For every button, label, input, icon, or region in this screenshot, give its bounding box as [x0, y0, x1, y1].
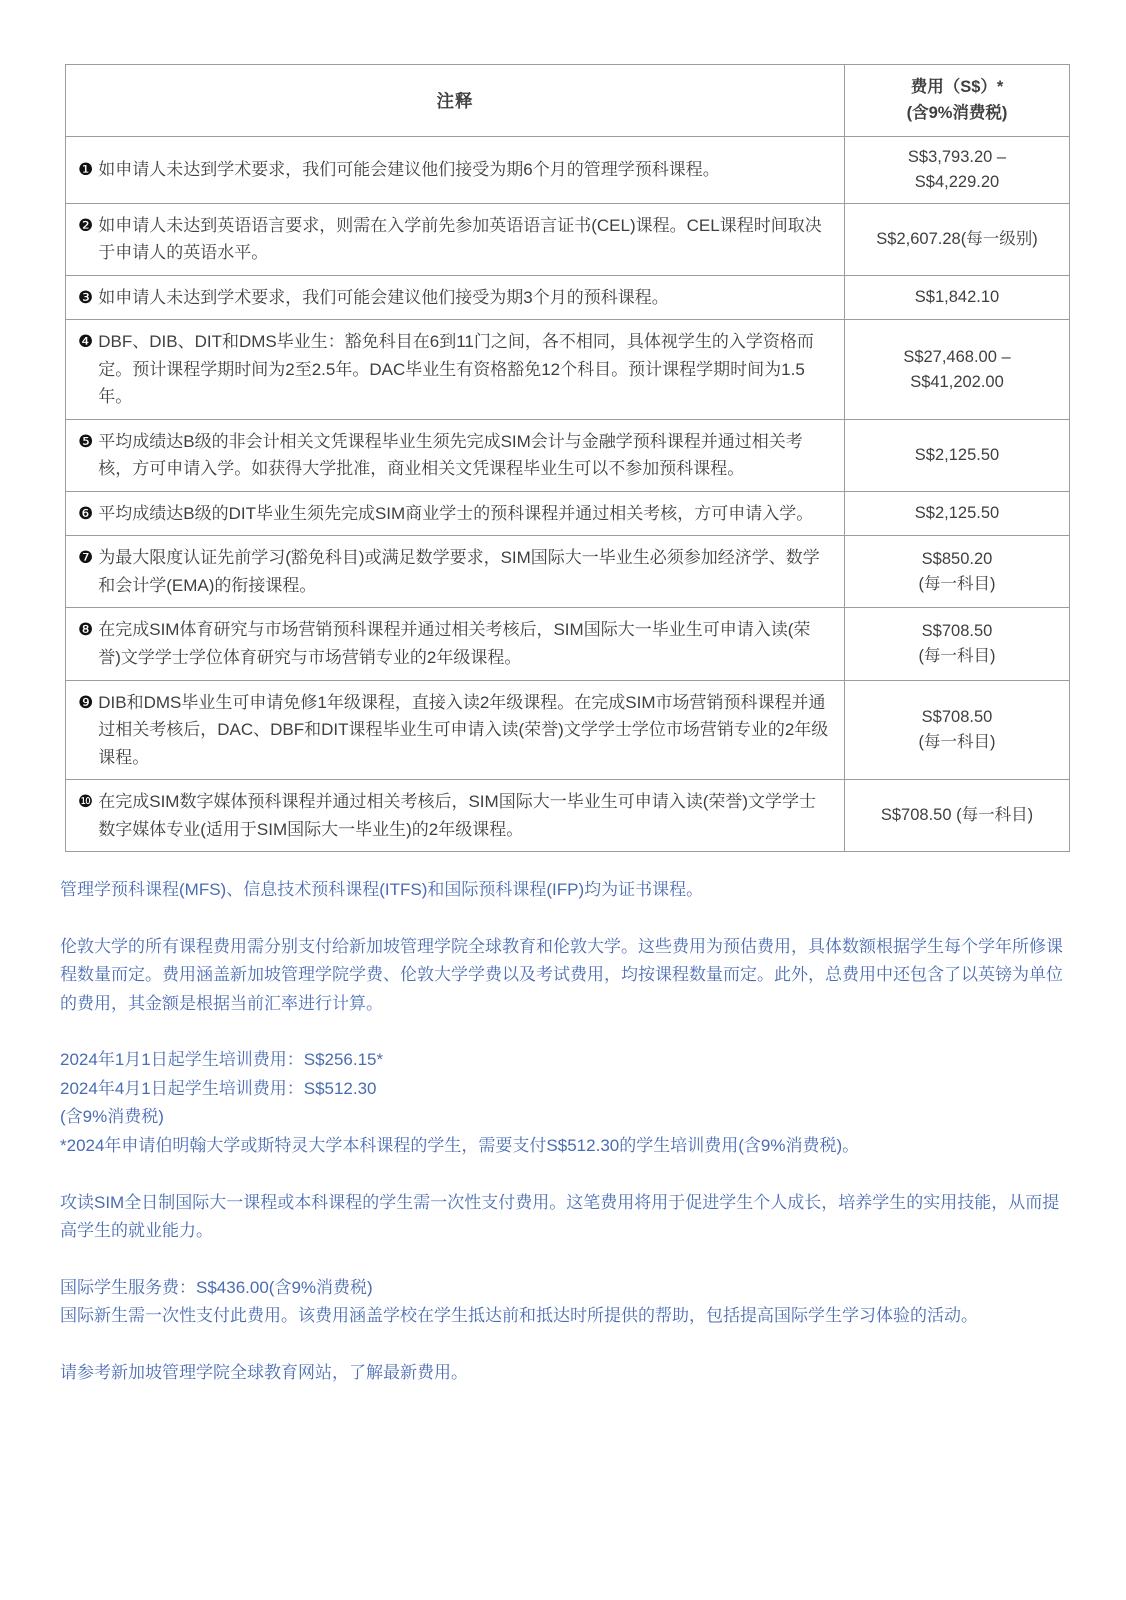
table-row [66, 608, 1070, 680]
para-onetime-fee: 攻读SIM全日制国际大一课程或本科课程的学生需一次性支付费用。这笔费用将用于促进学生个人成长，培养学生的实用技能，从而提高学生的就业能力。 [60, 1192, 1060, 1241]
fee-value [845, 419, 1070, 491]
note-text: DBF、DIB、DIT和DMS毕业生：豁免科目在6到11门之间，各不相同，具体视学生的入学资格而定。预计课程学期时间为2至2.5年。DAC毕业生有资格豁免12个科目。预计课程学期时间为1.5年。 [98, 332, 814, 407]
fee-line: S$2,125.50 [914, 445, 1000, 464]
para-uol-fees: 伦敦大学的所有课程费用需分别支付给新加坡管理学院全球教育和伦敦大学。这些费用为预估费用，具体数额根据学生每个学年所修课程数量而定。费用涵盖新加坡管理学院学费、伦敦大学学费以及考试费用，均按课程数量而定。此外，总费用中还包含了以英镑为单位的费用，其金额是根据当前汇率进行计算。 [60, 936, 1063, 1013]
numbered-bullet-icon: ❼ [78, 548, 94, 568]
footnotes-section [60, 876, 1068, 1387]
fee-value [845, 203, 1070, 275]
fee-value [845, 536, 1070, 608]
note-content [78, 428, 830, 483]
note-text: 在完成SIM数字媒体预科课程并通过相关考核后，SIM国际大一毕业生可申请入读(荣誉)文学学士数字媒体专业(适用于SIM国际大一毕业生)的2年级课程。 [98, 792, 817, 839]
note-text: 平均成绩达B级的DIT毕业生须先完成SIM商业学士的预科课程并通过相关考核，方可申请入学。 [98, 503, 814, 523]
note-cell [66, 419, 845, 491]
fee-header-line2: (含9%消费税) [906, 103, 1008, 122]
note-content [78, 156, 830, 184]
fee-line: S$27,468.00 – [903, 347, 1011, 366]
table-row [66, 275, 1070, 320]
numbered-bullet-icon: ❺ [78, 431, 94, 451]
para-training-fees [60, 1046, 1068, 1160]
fees-table-head [66, 65, 1070, 137]
numbered-bullet-icon: ❽ [78, 620, 94, 640]
fee-value [845, 608, 1070, 680]
note-content [78, 328, 830, 411]
note-cell [66, 491, 845, 536]
intl-service-fee-line: 国际新生需一次性支付此费用。该费用涵盖学校在学生抵达前和抵达时所提供的帮助，包括提高国际学生学习体验的活动。 [60, 1306, 978, 1326]
training-fee-line: (含9%消费税) [60, 1107, 164, 1127]
note-text: 如申请人未达到英语语言要求，则需在入学前先参加英语语言证书(CEL)课程。CEL课程时间取决于申请人的英语水平。 [98, 215, 822, 263]
para-certificate-courses: 管理学预科课程(MFS)、信息技术预科课程(ITFS)和国际预科课程(IFP)均为证书课程。 [60, 880, 704, 900]
notes-column-header: 注释 [66, 65, 845, 137]
intl-service-fee-line: 国际学生服务费：S$436.00(含9%消费税) [60, 1277, 373, 1297]
note-text: DIB和DMS毕业生可申请免修1年级课程，直接入读2年级课程。在完成SIM市场营销预科课程并通过相关考核后，DAC、DBF和DIT课程毕业生可申请入读(荣誉)文学学士学位市场营销专业的2年级课程。 [98, 692, 829, 767]
note-text: 如申请人未达到学术要求，我们可能会建议他们接受为期6个月的管理学预科课程。 [98, 160, 720, 180]
fee-line: (每一科目) [918, 647, 996, 665]
note-cell [66, 275, 845, 320]
note-cell [66, 608, 845, 680]
fees-table [65, 64, 1070, 852]
note-content [78, 616, 830, 671]
note-content [78, 788, 830, 843]
table-row [66, 536, 1070, 608]
note-cell [66, 536, 845, 608]
training-fee-line: *2024年申请伯明翰大学或斯特灵大学本科课程的学生，需要支付S$512.30的学生培训费用(含9%消费税)。 [60, 1136, 860, 1156]
fee-column-header [845, 65, 1070, 137]
note-text: 在完成SIM体育研究与市场营销预科课程并通过相关考核后，SIM国际大一毕业生可申请入读(荣誉)文学学士学位体育研究与市场营销专业的2年级课程。 [98, 620, 811, 667]
fee-line: S$2,125.50 [914, 504, 1000, 523]
header-row [66, 65, 1070, 137]
numbered-bullet-icon: ❿ [78, 792, 94, 812]
numbered-bullet-icon: ❷ [78, 215, 94, 235]
note-content [78, 212, 830, 267]
fee-line: S$41,202.00 [910, 372, 1004, 391]
note-text: 如申请人未达到学术要求，我们可能会建议他们接受为期3个月的预科课程。 [98, 287, 669, 307]
note-cell [66, 680, 845, 780]
note-content [78, 689, 830, 772]
fee-line: S$708.50 [921, 708, 993, 727]
fee-line: S$2,607.28(每一级别) [876, 229, 1038, 248]
note-cell [66, 320, 845, 420]
para-website-reference: 请参考新加坡管理学院全球教育网站，了解最新费用。 [60, 1362, 468, 1382]
fee-value [845, 491, 1070, 536]
note-content [78, 284, 830, 312]
fee-line: S$4,229.20 [914, 172, 1000, 191]
table-row [66, 680, 1070, 780]
note-cell [66, 780, 845, 852]
note-cell [66, 137, 845, 204]
note-content [78, 500, 830, 528]
table-row [66, 780, 1070, 852]
para-intl-service-fee [60, 1274, 1068, 1331]
numbered-bullet-icon: ❻ [78, 503, 94, 523]
numbered-bullet-icon: ❹ [78, 332, 94, 352]
fee-value [845, 780, 1070, 852]
fees-table-body [66, 137, 1070, 852]
training-fee-line: 2024年1月1日起学生培训费用：S$256.15* [60, 1050, 384, 1070]
fee-line: S$3,793.20 – [907, 148, 1007, 167]
fee-line: S$708.50 (每一科目) [880, 806, 1034, 825]
fee-value [845, 275, 1070, 320]
fee-value [845, 680, 1070, 780]
fee-value [845, 137, 1070, 204]
table-row [66, 419, 1070, 491]
fee-line: S$850.20 [921, 550, 993, 569]
table-row [66, 491, 1070, 536]
note-content [78, 544, 830, 599]
training-fee-line: 2024年4月1日起学生培训费用：S$512.30 [60, 1078, 377, 1098]
fee-header-line1: 费用（S$）* [910, 78, 1004, 96]
note-cell [66, 203, 845, 275]
fee-line: (每一科目) [918, 574, 996, 593]
fee-line: S$1,842.10 [914, 288, 1000, 307]
table-row [66, 320, 1070, 420]
numbered-bullet-icon: ❶ [78, 160, 94, 180]
fee-line: S$708.50 [921, 622, 993, 641]
note-text: 平均成绩达B级的非会计相关文凭课程毕业生须先完成SIM会计与金融学预科课程并通过相关考核，方可申请入学。如获得大学批准，商业相关文凭课程毕业生可以不参加预科课程。 [98, 431, 803, 479]
fee-line: (每一科目) [918, 732, 996, 751]
fee-value [845, 320, 1070, 420]
note-text: 为最大限度认证先前学习(豁免科目)或满足数学要求，SIM国际大一毕业生必须参加经济学、数学和会计学(EMA)的衔接课程。 [98, 548, 820, 595]
numbered-bullet-icon: ❾ [78, 692, 94, 712]
table-row [66, 203, 1070, 275]
table-row [66, 137, 1070, 204]
numbered-bullet-icon: ❸ [78, 287, 94, 307]
